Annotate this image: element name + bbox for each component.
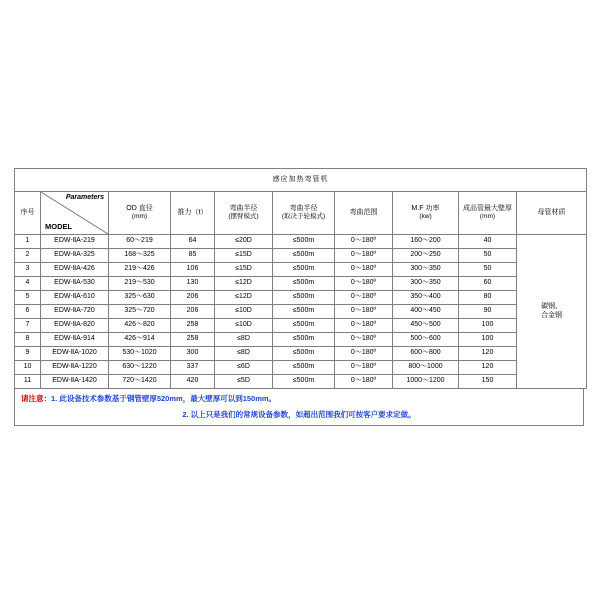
cell-material xyxy=(517,235,587,389)
cell-thrust: 106 xyxy=(171,263,215,277)
cell-radius-arm: ≤8D xyxy=(215,333,273,347)
note-line-2: 2. 以上只是我们的常规设备参数，如超出范围我们可按客户要求定做。 xyxy=(182,410,416,419)
cell-power: 600～800 xyxy=(393,347,459,361)
cell-power: 450～500 xyxy=(393,319,459,333)
table-row xyxy=(15,319,587,333)
cell-model: EDW-ⅡA-914 xyxy=(41,333,109,347)
cell-no: 8 xyxy=(15,333,41,347)
cell-wall: 60 xyxy=(459,277,517,291)
cell-radius-wheel: ≤500m xyxy=(273,249,335,263)
cell-wall: 120 xyxy=(459,347,517,361)
table-row xyxy=(15,347,587,361)
cell-od: 630～1220 xyxy=(109,361,171,375)
cell-radius-wheel: ≤500m xyxy=(273,263,335,277)
cell-range: 0～180º xyxy=(335,375,393,389)
col-header-material-label: 母管材质 xyxy=(537,208,566,216)
cell-no: 7 xyxy=(15,319,41,333)
col-header-radius-arm xyxy=(215,192,273,235)
notes-block xyxy=(14,389,584,426)
spec-table xyxy=(14,168,587,389)
cell-range: 0～180º xyxy=(335,319,393,333)
cell-thrust: 258 xyxy=(171,333,215,347)
cell-thrust: 300 xyxy=(171,347,215,361)
cell-od: 325～720 xyxy=(109,305,171,319)
col-header-no-label: 序号 xyxy=(20,208,35,216)
material-line-1: 碳钢、 xyxy=(541,303,563,311)
cell-range: 0～180º xyxy=(335,277,393,291)
header-row xyxy=(15,192,587,235)
cell-radius-arm: ≤15D xyxy=(215,263,273,277)
cell-no: 3 xyxy=(15,263,41,277)
cell-range: 0～180º xyxy=(335,333,393,347)
cell-thrust: 206 xyxy=(171,305,215,319)
cell-radius-wheel: ≤500m xyxy=(273,375,335,389)
col-header-od xyxy=(109,192,171,235)
model-label: MODEL xyxy=(45,222,73,232)
cell-radius-arm: ≤12D xyxy=(215,291,273,305)
cell-radius-wheel: ≤500m xyxy=(273,361,335,375)
cell-power: 500～600 xyxy=(393,333,459,347)
cell-range: 0～180º xyxy=(335,347,393,361)
cell-radius-wheel: ≤500m xyxy=(273,347,335,361)
cell-no: 1 xyxy=(15,235,41,249)
cell-radius-wheel: ≤500m xyxy=(273,305,335,319)
cell-no: 4 xyxy=(15,277,41,291)
cell-radius-arm: ≤20D xyxy=(215,235,273,249)
cell-od: 426～820 xyxy=(109,319,171,333)
cell-od: 219～530 xyxy=(109,277,171,291)
cell-range: 0～180º xyxy=(335,263,393,277)
cell-od: 219～426 xyxy=(109,263,171,277)
cell-no: 2 xyxy=(15,249,41,263)
table-row xyxy=(15,277,587,291)
col-header-od-unit: (mm) xyxy=(131,213,148,221)
cell-thrust: 206 xyxy=(171,291,215,305)
spec-sheet xyxy=(14,168,586,426)
col-header-od-label: OD 直径 xyxy=(126,205,153,213)
col-header-range-label: 弯曲范围 xyxy=(349,208,378,216)
table-row xyxy=(15,291,587,305)
cell-power: 800～1000 xyxy=(393,361,459,375)
cell-radius-arm: ≤8D xyxy=(215,347,273,361)
cell-wall: 100 xyxy=(459,319,517,333)
table-row xyxy=(15,305,587,319)
cell-no: 5 xyxy=(15,291,41,305)
col-header-range xyxy=(335,192,393,235)
cell-no: 9 xyxy=(15,347,41,361)
cell-wall: 80 xyxy=(459,291,517,305)
cell-power: 400～450 xyxy=(393,305,459,319)
cell-od: 325～630 xyxy=(109,291,171,305)
cell-thrust: 85 xyxy=(171,249,215,263)
cell-range: 0～180º xyxy=(335,249,393,263)
cell-wall: 100 xyxy=(459,333,517,347)
col-header-thrust-label: 推力（t） xyxy=(177,208,208,216)
cell-od: 60～219 xyxy=(109,235,171,249)
table-row xyxy=(15,263,587,277)
col-header-power-unit: (kw) xyxy=(419,213,432,221)
col-header-radius-wheel-sub: (取决于轮模式) xyxy=(281,213,326,221)
cell-no: 10 xyxy=(15,361,41,375)
cell-model: EDW-ⅡA-1420 xyxy=(41,375,109,389)
cell-radius-arm: ≤15D xyxy=(215,249,273,263)
cell-range: 0～180º xyxy=(335,235,393,249)
corner-header-cell xyxy=(41,192,109,235)
table-row xyxy=(15,333,587,347)
note-text-1: 1. 此设备技术参数基于钢管壁厚520mm，最大壁厚可以到150mm。 xyxy=(51,394,277,403)
cell-radius-wheel: ≤500m xyxy=(273,291,335,305)
cell-radius-arm: ≤6D xyxy=(215,361,273,375)
cell-no: 11 xyxy=(15,375,41,389)
col-header-power-label: M.F 功率 xyxy=(411,205,440,213)
cell-power: 300～350 xyxy=(393,277,459,291)
col-header-radius-arm-sub: (摆臂模式) xyxy=(228,213,259,221)
cell-radius-wheel: ≤500m xyxy=(273,277,335,291)
col-header-wall-unit: (mm) xyxy=(479,213,496,221)
page-title: 感应加热弯管机 xyxy=(15,169,587,192)
cell-power: 200～250 xyxy=(393,249,459,263)
cell-model: EDW-ⅡA-219 xyxy=(41,235,109,249)
col-header-no xyxy=(15,192,41,235)
cell-wall: 150 xyxy=(459,375,517,389)
cell-range: 0～180º xyxy=(335,361,393,375)
cell-model: EDW-ⅡA-1220 xyxy=(41,361,109,375)
cell-radius-arm: ≤10D xyxy=(215,305,273,319)
cell-od: 720～1420 xyxy=(109,375,171,389)
cell-od: 426～914 xyxy=(109,333,171,347)
cell-power: 160～200 xyxy=(393,235,459,249)
col-header-wall xyxy=(459,192,517,235)
cell-wall: 50 xyxy=(459,249,517,263)
col-header-radius-wheel-label: 弯曲半径 xyxy=(289,205,318,213)
cell-od: 168～325 xyxy=(109,249,171,263)
cell-radius-wheel: ≤500m xyxy=(273,235,335,249)
cell-od: 530～1020 xyxy=(109,347,171,361)
cell-radius-arm: ≤5D xyxy=(215,375,273,389)
col-header-radius-arm-label: 弯曲半径 xyxy=(229,205,258,213)
cell-model: EDW-ⅡA-820 xyxy=(41,319,109,333)
cell-power: 350～400 xyxy=(393,291,459,305)
cell-model: EDW-ⅡA-720 xyxy=(41,305,109,319)
cell-radius-wheel: ≤500m xyxy=(273,319,335,333)
cell-power: 300～350 xyxy=(393,263,459,277)
cell-model: EDW-ⅡA-530 xyxy=(41,277,109,291)
cell-wall: 40 xyxy=(459,235,517,249)
col-header-thrust xyxy=(171,192,215,235)
cell-model: EDW-ⅡA-426 xyxy=(41,263,109,277)
cell-thrust: 130 xyxy=(171,277,215,291)
table-row xyxy=(15,235,587,249)
cell-model: EDW-ⅡA-610 xyxy=(41,291,109,305)
cell-thrust: 337 xyxy=(171,361,215,375)
cell-thrust: 420 xyxy=(171,375,215,389)
cell-wall: 50 xyxy=(459,263,517,277)
cell-no: 6 xyxy=(15,305,41,319)
table-row xyxy=(15,249,587,263)
col-header-wall-label: 成品管最大壁厚 xyxy=(463,205,512,213)
cell-range: 0～180º xyxy=(335,291,393,305)
cell-radius-arm: ≤10D xyxy=(215,319,273,333)
cell-thrust: 258 xyxy=(171,319,215,333)
cell-wall: 90 xyxy=(459,305,517,319)
note-lead: 请注意： xyxy=(21,394,51,403)
col-header-power xyxy=(393,192,459,235)
col-header-radius-wheel xyxy=(273,192,335,235)
material-line-2: 合金钢 xyxy=(541,311,563,319)
cell-radius-arm: ≤12D xyxy=(215,277,273,291)
parameters-label: Parameters xyxy=(65,194,104,201)
cell-power: 1000～1200 xyxy=(393,375,459,389)
note-line-1 xyxy=(15,389,583,407)
cell-model: EDW-ⅡA-1020 xyxy=(41,347,109,361)
title-row xyxy=(15,169,587,192)
cell-wall: 120 xyxy=(459,361,517,375)
cell-thrust: 64 xyxy=(171,235,215,249)
table-row xyxy=(15,361,587,375)
cell-model: EDW-ⅡA-325 xyxy=(41,249,109,263)
cell-range: 0～180º xyxy=(335,305,393,319)
col-header-material xyxy=(517,192,587,235)
table-row xyxy=(15,375,587,389)
cell-radius-wheel: ≤500m xyxy=(273,333,335,347)
